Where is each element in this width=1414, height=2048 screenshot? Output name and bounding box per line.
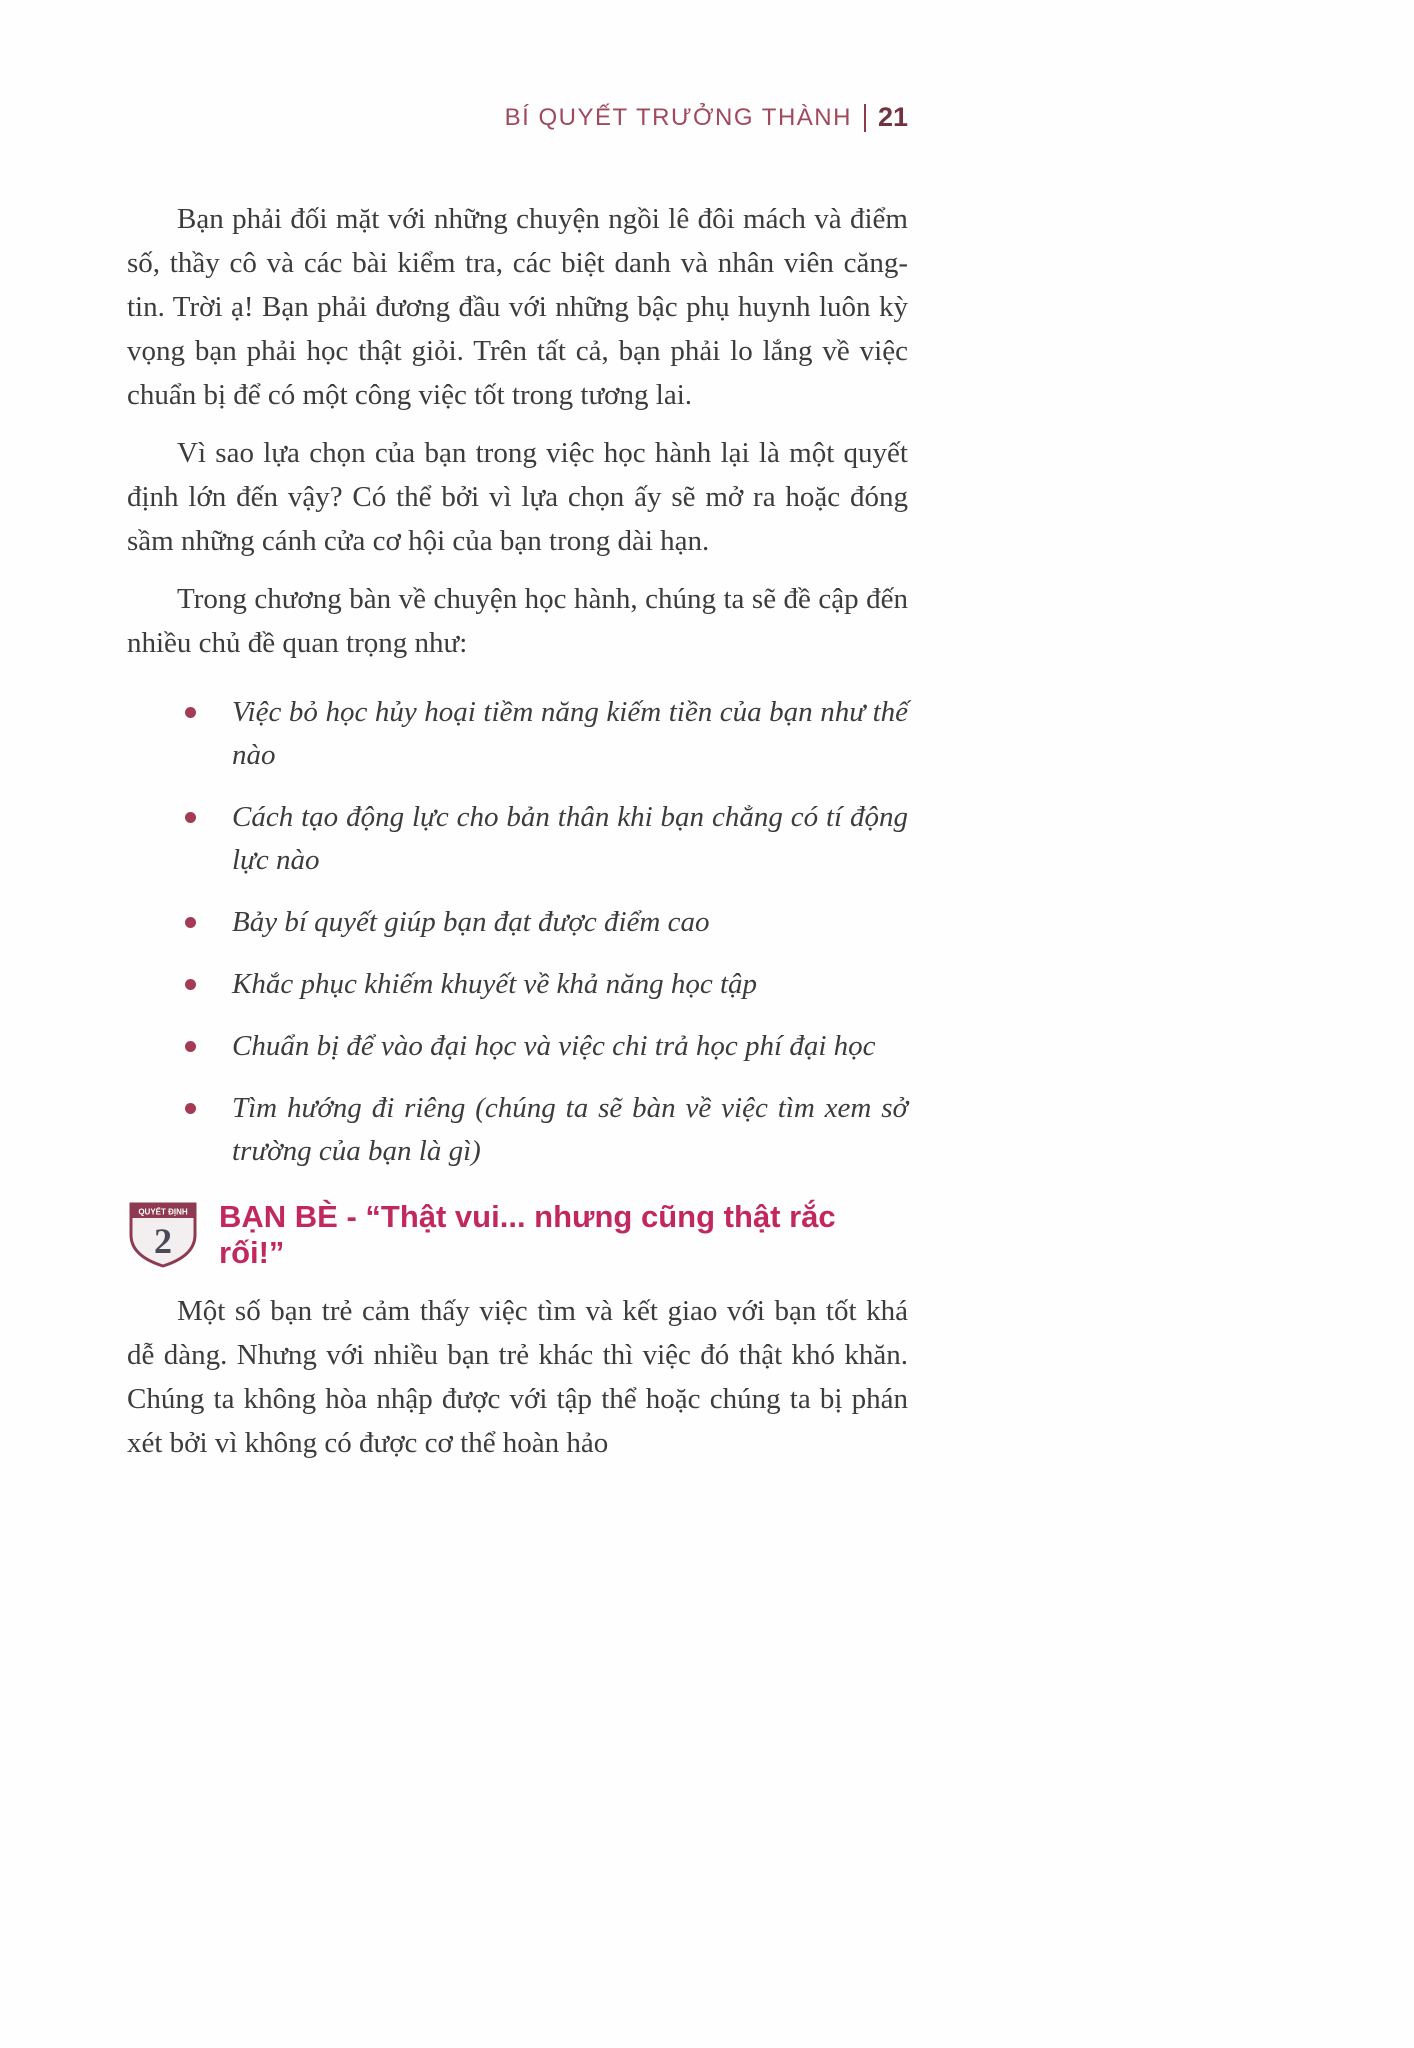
content-column <box>127 0 908 1465</box>
bullet-icon <box>185 979 196 990</box>
paragraph-school-pressures: Bạn phải đối mặt với những chuyện ngồi lê đôi mách và điểm số, thầy cô và các bài kiểm tra, các biệt danh và nhân viên căng-tin. Trời ạ! Bạn phải đương đầu với những bậc phụ huynh luôn kỳ vọng bạn phải học thật giỏi. Trên tất cả, bạn phải lo lắng về việc chuẩn bị để có một công việc tốt trong tương lai. <box>127 203 908 411</box>
topic-bullet-list <box>127 691 908 1173</box>
list-item <box>127 1087 908 1173</box>
bullet-icon <box>185 707 196 718</box>
badge-label: QUYẾT ĐỊNH <box>138 1207 188 1217</box>
bullet-icon <box>185 917 196 928</box>
page-number: 21 <box>877 102 908 132</box>
header-title: BÍ QUYẾT TRƯỞNG THÀNH <box>504 103 852 131</box>
section-heading-friends: BẠN BÈ - “Thật vui... nhưng cũng thật rắc rối!” <box>219 1199 836 1270</box>
bullet-icon <box>185 1103 196 1114</box>
list-item-text: Việc bỏ học hủy hoại tiềm năng kiếm tiền của bạn như thế nào <box>232 696 908 771</box>
list-item-text: Tìm hướng đi riêng (chúng ta sẽ bàn về việc tìm xem sở trường của bạn là gì) <box>232 1092 908 1167</box>
list-item <box>127 691 908 777</box>
list-item-text: Chuẩn bị để vào đại học và việc chi trả học phí đại học <box>232 1030 876 1062</box>
list-item-text: Bảy bí quyết giúp bạn đạt được điểm cao <box>232 906 710 938</box>
badge-number: 2 <box>154 1221 172 1261</box>
list-item-text: Khắc phục khiếm khuyết về khả năng học tập <box>232 968 758 1000</box>
section-heading-row <box>127 1199 908 1271</box>
list-item-text: Cách tạo động lực cho bản thân khi bạn chẳng có tí động lực nào <box>232 801 908 876</box>
bullet-icon <box>185 812 196 823</box>
paragraph-friends-intro: Một số bạn trẻ cảm thấy việc tìm và kết giao với bạn tốt khá dễ dàng. Nhưng với nhiều bạn trẻ khác thì việc đó thật khó khăn. Chúng ta không hòa nhập được với tập thể hoặc chúng ta bị phán xét bởi vì không có được cơ thể hoàn hảo <box>127 1295 908 1459</box>
list-item <box>127 901 908 944</box>
paragraph-why-choice-matters: Vì sao lựa chọn của bạn trong việc học hành lại là một quyết định lớn đến vậy? Có thể bởi vì lựa chọn ấy sẽ mở ra hoặc đóng sầm những cánh cửa cơ hội của bạn trong dài hạn. <box>127 437 908 557</box>
decision-shield-icon <box>127 1201 199 1269</box>
header-divider <box>864 104 866 132</box>
list-item <box>127 963 908 1006</box>
paragraph-chapter-topics-intro: Trong chương bàn về chuyện học hành, chúng ta sẽ đề cập đến nhiều chủ đề quan trọng như: <box>127 583 908 659</box>
list-item <box>127 796 908 882</box>
running-header <box>127 102 908 133</box>
bullet-icon <box>185 1041 196 1052</box>
list-item <box>127 1025 908 1068</box>
